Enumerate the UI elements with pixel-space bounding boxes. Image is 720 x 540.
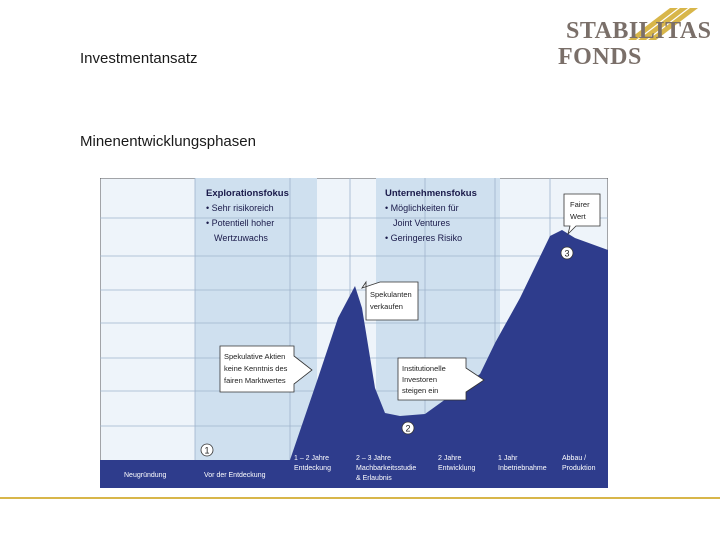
svg-text:• Potentiell hoher: • Potentiell hoher <box>206 218 275 228</box>
svg-text:verkaufen: verkaufen <box>370 302 403 311</box>
svg-text:Spekulanten: Spekulanten <box>370 290 412 299</box>
mine-development-diagram <box>100 178 608 488</box>
phase-label: Neugründung <box>124 472 167 479</box>
svg-text:keine Kenntnis des: keine Kenntnis des <box>224 364 288 373</box>
svg-text:Wertzuwachs: Wertzuwachs <box>214 233 268 243</box>
logo-word-2: FONDS <box>558 44 642 70</box>
svg-text:• Möglichkeiten für: • Möglichkeiten für <box>385 203 459 213</box>
phase-label: Produktion <box>562 465 596 472</box>
phase-label: Machbarkeitsstudie <box>356 465 417 472</box>
svg-text:steigen ein: steigen ein <box>402 386 439 395</box>
phase-label: & Erlaubnis <box>356 475 392 482</box>
phase-label: 2 – 3 Jahre <box>356 455 392 462</box>
page-title: Investmentansatz <box>80 50 198 67</box>
svg-text:Wert: Wert <box>570 212 586 221</box>
svg-text:Spekulative Aktien: Spekulative Aktien <box>224 352 286 361</box>
svg-text:Fairer: Fairer <box>570 200 590 209</box>
svg-text:Investoren: Investoren <box>402 375 438 384</box>
marker-3 <box>561 247 573 259</box>
svg-text:3: 3 <box>564 248 570 259</box>
logo-word-1: STABILITAS <box>566 18 712 44</box>
phase-label: 1 – 2 Jahre <box>294 455 330 462</box>
section-subtitle: Minenentwicklungsphasen <box>80 133 256 150</box>
svg-text:• Geringeres Risiko: • Geringeres Risiko <box>385 233 463 243</box>
phase-label: 2 Jahre <box>438 455 462 462</box>
phase-label: Inbetriebnahme <box>498 465 547 472</box>
company-logo <box>552 6 712 70</box>
svg-text:Explorationsfokus: Explorationsfokus <box>206 188 289 199</box>
footer-divider <box>0 497 720 499</box>
phase-label: Entwicklung <box>438 465 476 472</box>
callout-speculators-sell <box>362 282 418 320</box>
svg-text:2: 2 <box>405 423 411 434</box>
svg-text:Unternehmensfokus: Unternehmensfokus <box>385 188 477 199</box>
svg-text:1: 1 <box>204 445 210 456</box>
svg-text:Joint Ventures: Joint Ventures <box>393 218 451 228</box>
phase-label: Entdeckung <box>294 465 331 472</box>
marker-2 <box>402 422 414 434</box>
svg-text:• Sehr risikoreich: • Sehr risikoreich <box>206 203 274 213</box>
svg-text:Institutionelle: Institutionelle <box>402 364 446 373</box>
svg-text:fairen Marktwertes: fairen Marktwertes <box>224 376 286 385</box>
marker-1 <box>201 444 213 456</box>
phase-label: Abbau / <box>562 455 587 462</box>
phase-label: Vor der Entdeckung <box>204 472 266 479</box>
phase-label: 1 Jahr <box>498 455 518 462</box>
